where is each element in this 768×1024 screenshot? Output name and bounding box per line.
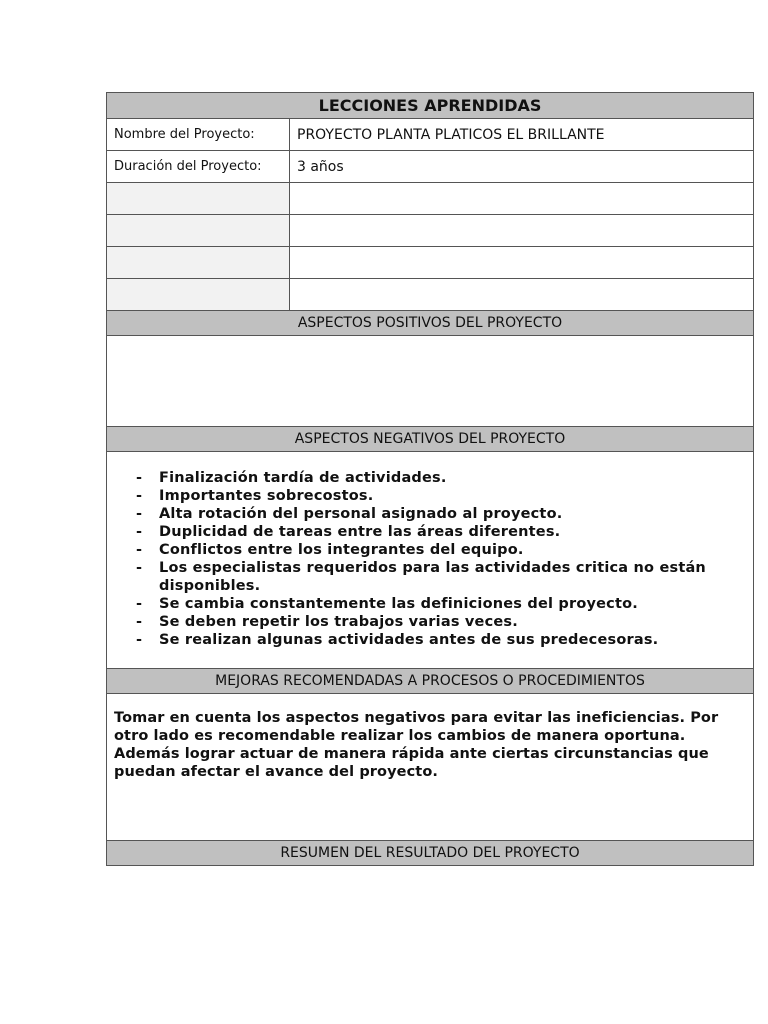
list-item-text: Duplicidad de tareas entre las áreas diferentes. [159, 524, 561, 540]
empty-value-cell [290, 215, 754, 247]
bullet-dash: - [136, 470, 143, 486]
list-item [136, 559, 753, 595]
project-name-label: Nombre del Proyecto: [107, 119, 290, 151]
empty-label-cell [107, 279, 290, 311]
empty-value-cell [290, 279, 754, 311]
bullet-dash: - [136, 596, 143, 612]
list-item-text: Se deben repetir los trabajos varias veces. [159, 614, 518, 630]
empty-value-cell [290, 247, 754, 279]
negative-aspects-header: ASPECTOS NEGATIVOS DEL PROYECTO [107, 427, 754, 452]
bullet-dash: - [136, 632, 143, 648]
list-item-text: Importantes sobrecostos. [159, 488, 374, 504]
list-item [136, 523, 753, 541]
positive-aspects-content [107, 336, 754, 427]
list-item [136, 631, 753, 649]
list-item-text: Se realizan algunas actividades antes de sus predecesoras. [159, 632, 659, 648]
list-item [136, 469, 753, 487]
negative-aspects-list [107, 452, 753, 649]
list-item-text: Se cambia constantemente las definiciones del proyecto. [159, 596, 638, 612]
list-item [136, 613, 753, 631]
lessons-learned-table [106, 92, 754, 866]
empty-row [107, 215, 754, 247]
project-duration-label: Duración del Proyecto: [107, 151, 290, 183]
positive-aspects-header: ASPECTOS POSITIVOS DEL PROYECTO [107, 311, 754, 336]
bullet-dash: - [136, 524, 143, 540]
list-item [136, 595, 753, 613]
improvements-header: MEJORAS RECOMENDADAS A PROCESOS O PROCEDIMIENTOS [107, 669, 754, 694]
list-item [136, 505, 753, 523]
bullet-dash: - [136, 488, 143, 504]
empty-label-cell [107, 183, 290, 215]
document-title: LECCIONES APRENDIDAS [107, 93, 754, 119]
empty-value-cell [290, 183, 754, 215]
project-duration-value: 3 años [290, 151, 754, 183]
empty-label-cell [107, 215, 290, 247]
bullet-dash: - [136, 614, 143, 630]
list-item [136, 541, 753, 559]
negative-aspects-content [107, 452, 754, 669]
improvements-text: Tomar en cuenta los aspectos negativos para evitar las ineficiencias. Por otro lado es recomendable realizar los cambios de manera oportuna. Además lograr actuar de manera rápida ante ciertas circunstancias que puedan afectar el avance del proyecto. [114, 710, 719, 780]
list-item-text: Conflictos entre los integrantes del equipo. [159, 542, 524, 558]
list-item [136, 487, 753, 505]
empty-row [107, 247, 754, 279]
bullet-dash: - [136, 506, 143, 522]
summary-header: RESUMEN DEL RESULTADO DEL PROYECTO [107, 841, 754, 866]
bullet-dash: - [136, 560, 143, 576]
empty-label-cell [107, 247, 290, 279]
list-item-text: Los especialistas requeridos para las actividades critica no están disponibles. [159, 560, 706, 594]
list-item-text: Alta rotación del personal asignado al proyecto. [159, 506, 563, 522]
improvements-content [107, 694, 754, 841]
bullet-dash: - [136, 542, 143, 558]
empty-row [107, 183, 754, 215]
project-name-value: PROYECTO PLANTA PLATICOS EL BRILLANTE [290, 119, 754, 151]
empty-row [107, 279, 754, 311]
list-item-text: Finalización tardía de actividades. [159, 470, 447, 486]
